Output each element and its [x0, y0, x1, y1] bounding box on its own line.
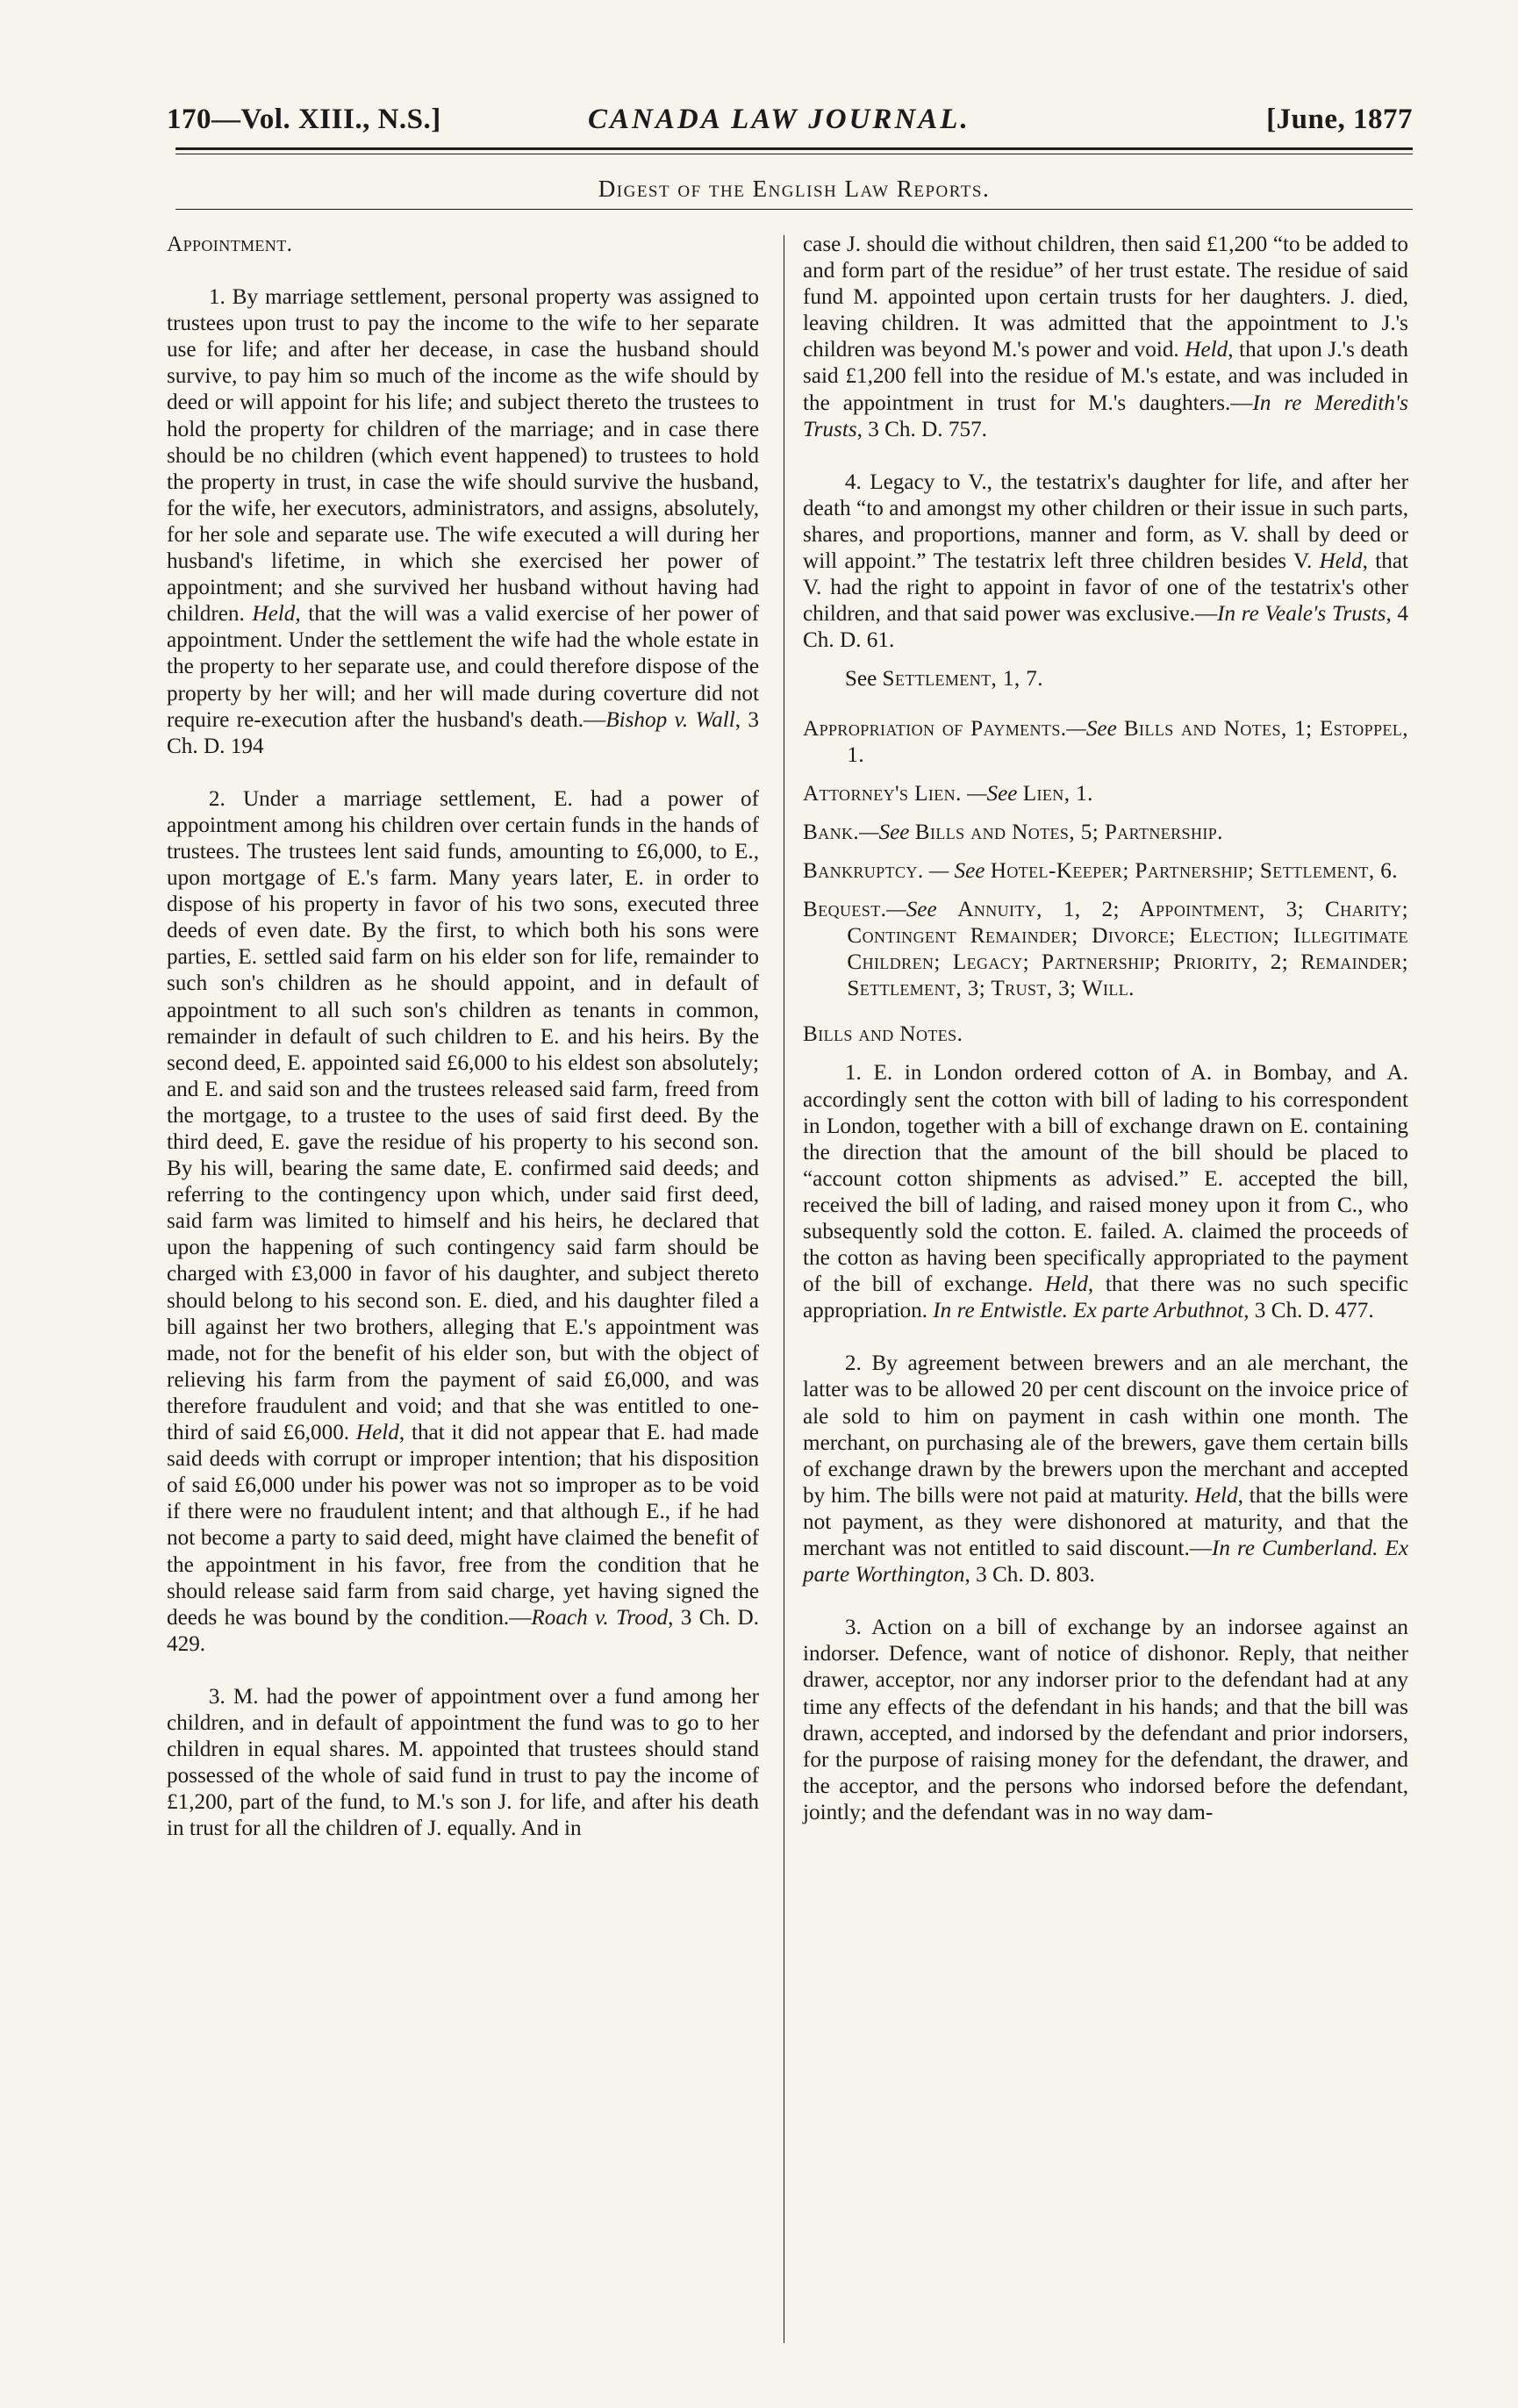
case-name: In re Meredith's Trusts [803, 391, 1408, 441]
cross-ref-bank: Bank.—See Bills and Notes, 5; Partnership. [803, 820, 1223, 844]
entry-bills-3-start: 3. Action on a bill of exchange by an indorsee against an indorser. Defence, want of notice of dishonor. Reply, that neither drawer, acceptor, nor any indorser prior to the defendant had at any time any effects of the defendant in his hands; and that the bill was drawn, accepted, and indorsed by the defendant and prior indorsers, for the purpose of raising money for the defendant, the drawer, and the acceptor, and the persons who indorsed before the defendant, jointly; and the defendant was in no way dam- [803, 1616, 1408, 1824]
heading-bills-and-notes: Bills and Notes. [803, 1022, 963, 1047]
heading-appointment: Appointment. [167, 233, 293, 256]
entry-bills-2: 2. By agreement between brewers and an ale merchant, the latter was to be allowed 20 per cent discount on the invoice price of ale sold to him on payment in cash within one month. The merchant, on purchasing ale of the brewers, gave them certain bills of exchange drawn by the brewers upon the merchant and accepted by him. The bills were not paid at maturity. Held, that the bills were not payment, as they were dishonored at maturity, and that the merchant was not entitled to said discount.—In re Cumberland. Ex parte Worthington, 3 Ch. D. 803. [803, 1351, 1408, 1587]
held-label: Held [252, 602, 296, 627]
held-label: Held [1194, 1483, 1238, 1508]
held-label: Held [1319, 549, 1363, 574]
held-label: Held [355, 1421, 399, 1445]
case-name: Bishop v. Wall [605, 707, 735, 732]
held-label: Held [1185, 338, 1228, 362]
entry-appointment-3-continued: case J. should die without children, then said £1,200 “to be added to and form part of the residue” of her trust estate. The residue of said fund M. appointed upon certain trusts for her daughters. J. died, leaving children. It was admitted that the appointment to J.'s children was beyond M.'s power and void. Held, that upon J.'s death said £1,200 fell into the residue of M.'s estate, and was included in the appointment in trust for M.'s daughters.—In re Meredith's Trusts, 3 Ch. D. 757. [803, 233, 1408, 441]
cross-ref-bankruptcy: Bankruptcy. — See Hotel-Keeper; Partnership; Settlement, 6. [803, 858, 1398, 883]
cross-ref-attorneys-lien: Attorney's Lien. —See Lien, 1. [803, 781, 1093, 806]
issue-date: [June, 1877 [1266, 104, 1413, 135]
entry-appointment-1: 1. By marriage settlement, personal property was assigned to trustees upon trust to pay the income to the wife to her separate use for life; and after her decease, in case the husband should survive, to pay him so much of the income as the wife should by deed or will appoint for his life; and subject thereto the trustees to hold the property for children of the marriage; and in case there should be no children (which event happened) to trustees to hold the property in trust, in case the wife should survive the husband, for the wife, her executors, administrators, and assigns, absolutely, for her sole and separate use. The wife executed a will during her husband's lifetime, in which she exercised her power of appointment; and she survived her husband without having had children. Held, that the will was a valid exercise of her power of appointment. Under the settlement the wife had the whole estate in the property to her separate use, and could therefore dispose of the property by her will; and her will made during coverture did not require re-execution after the husband's death.—Bishop v. Wall, 3 Ch. D. 194 [167, 285, 759, 758]
case-name: Roach v. Trood [531, 1605, 669, 1630]
case-citation: , 4 Ch. D. 61. [803, 602, 1409, 653]
header-rule-thick [175, 147, 1413, 150]
case-citation: , 3 Ch. D. 803. [964, 1563, 1095, 1587]
cross-ref-appropriation: Appropriation of Payments.—See Bills and Notes, 1; Estoppel, 1. [803, 716, 1408, 767]
section-rule [175, 209, 1413, 210]
case-citation: , 3 Ch. D. 429. [167, 1605, 759, 1656]
case-citation: , 3 Ch. D. 194 [167, 707, 759, 758]
journal-title: CANADA LAW JOURNAL. [588, 104, 970, 135]
cross-ref-bequest: Bequest.—See Annuity, 1, 2; Appointment, 3; Charity; Contingent Remainder; Divorce; Election; Illegitimate Children; Legacy; Partnership; Priority, 2; Remainder; Settlement, 3; Trust, 3; Will. [803, 897, 1408, 1001]
volume-number: 170—Vol. XIII., N.S.] [167, 104, 441, 135]
see-also-settlement: See Settlement, 1, 7. [844, 667, 1043, 692]
entry-bills-1: 1. E. in London ordered cotton of A. in Bombay, and A. accordingly sent the cotton with bill of lading to his correspondent in London, together with a bill of exchange drawn on E. containing the direction that the amount of the bill should be placed to “account cotton shipments as advised.” E. accepted the bill, received the bill of lading, and raised money upon it from C., who subsequently sold the cotton. E. failed. A. claimed the proceeds of the cotton as having been specifically appropriated to the payment of the bill of exchange. Held, that there was no such specific appropriation. In re Entwistle. Ex parte Arbuthnot, 3 Ch. D. 477. [803, 1061, 1408, 1323]
case-name: In re Cumberland. Ex parte Worthington [803, 1537, 1408, 1587]
case-name: In re Entwistle. Ex parte Arbuthnot [933, 1299, 1244, 1323]
entry-appointment-4: 4. Legacy to V., the testatrix's daughter for life, and after her death “to and amongst my other children or their issue in such parts, shares, and proportions, manner and form, as V. shall by deed or will appoint.” The testatrix left three children besides V. Held, that V. had the right to appoint in favor of one of the testatrix's other children, and that said power was exclusive.—In re Veale's Trusts, 4 Ch. D. 61. [803, 469, 1409, 653]
case-citation: , 3 Ch. D. 477. [1243, 1299, 1374, 1323]
running-header [167, 98, 1413, 147]
case-name: In re Veale's Trusts [1217, 602, 1386, 627]
left-column [167, 232, 759, 1868]
entry-appointment-2: 2. Under a marriage settlement, E. had a power of appointment among his children over certain funds in the hands of trustees. The trustees lent said funds, amounting to £6,000, to E., upon mortgage of E.'s farm. Many years later, E. in order to dispose of his property in favor of his two sons, executed three deeds of even date. By the first, to which both his sons were parties, E. settled said farm on his elder son for life, remainder to such son's children as he should appoint, and in default of appointment to all such son's children as tenants in common, remainder in default of such children to E. and his heirs. By the second deed, E. appointed said £6,000 to his eldest son absolutely; and E. and said son and the trustees released said farm, freed from the mortgage, to a trustee to the uses of said first deed. By the third deed, E. gave the residue of his property to his second son. By his will, bearing the same date, E. confirmed said deeds; and referring to the contingency upon which, under said first deed, said farm was limited to himself and his heirs, he declared that upon the happening of such contingency said farm should be charged with £3,000 in favor of his daughter, and subject thereto should belong to his second son. E. died, and his daughter filed a bill against her two brothers, alleging that E.'s appointment was made, not for the benefit of his elder son, but with the object of relieving his farm from the payment of said £6,000, and was therefore fraudulent and void; and that she was entitled to one-third of said £6,000. Held, that it did not appear that E. had made said deeds with corrupt or improper intention; that his disposition of said £6,000 under his power was not so improper as to be void if there were no fraudulent intent; and that although E., if he had not become a party to said deed, might have claimed the benefit of the appointment in his favor, free from the condition that he should release said farm from said charge, yet having signed the deeds he was bound by the condition.—Roach v. Trood, 3 Ch. D. 429. [167, 786, 759, 1656]
case-citation: , 3 Ch. D. 757. [856, 417, 987, 441]
section-title: Digest of the English Law Reports. [598, 176, 991, 202]
held-label: Held [1044, 1272, 1088, 1297]
entry-appointment-3-start: 3. M. had the power of appointment over a fund among her children, and in default of appointment the fund was to go to her children in equal shares. M. appointed that trustees should stand possessed of the whole of said fund in trust to pay the income of £1,200, part of the fund, to M.'s son J. for life, and after his death in trust for all the children of J. equally. And in [167, 1684, 759, 1841]
right-column [803, 232, 1408, 1853]
